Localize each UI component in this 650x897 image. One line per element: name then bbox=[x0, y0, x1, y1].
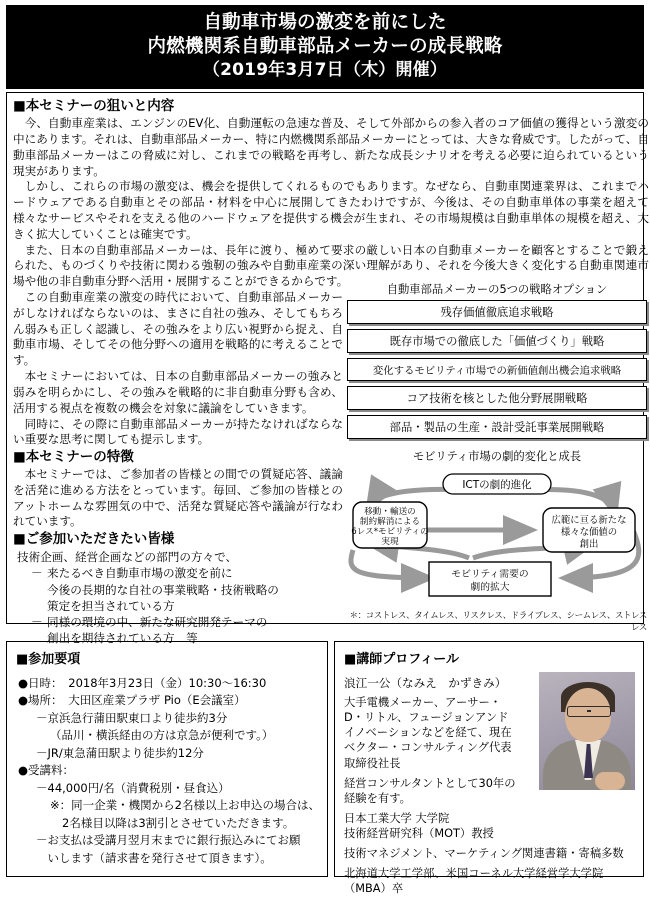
profile-experience-line: 経営コンサルタントとして30年の bbox=[344, 776, 516, 790]
title-line-2: 内燃機関系自動車部品メーカーの成長戦略 bbox=[147, 36, 503, 58]
strategy-option-1: 残存価値徹底追求戦略 bbox=[347, 300, 647, 324]
aim-paragraph-4: この自動車産業の激変の時代において、自動車部品メーカーがしなければならないのは、まさに自社の強み、そしてもちろん弱みも正しく認識し、その強みをより広い視野から捉え、自動車市場、そしてその他分野への適用を戦略的に考えることです。 bbox=[13, 290, 343, 368]
entry-line: ●場所： 大田区産業プラザ Pio（E会議室） bbox=[18, 693, 246, 708]
strategy-option-2: 既存市場での徹底した「価値づくり」戦略 bbox=[347, 329, 647, 353]
aim-paragraph-6: 同時に、その際に自動車部品メーカーが持たなければならない重要な思考に関しても提示します。 bbox=[13, 416, 343, 447]
profile-education-line: 北海道大学工学部、米国コーネル大学経営学大学院 bbox=[344, 867, 604, 881]
audience-item-line: 策定を担当されている方 bbox=[47, 598, 175, 613]
features-heading: ■本セミナーの特徴 bbox=[13, 449, 134, 466]
strategy-option-5: 部品・製品の生産・設計受託事業展開戦略 bbox=[347, 415, 647, 439]
audience-item-line: 同様の環境の中、新たな研究開発テーマの bbox=[47, 615, 268, 629]
page-title bbox=[6, 5, 644, 89]
title-line-1: 自動車市場の激変を前にした bbox=[203, 12, 447, 33]
entry-requirements-panel bbox=[6, 641, 328, 877]
ict-box-label: ICTの劇的進化 bbox=[462, 479, 532, 492]
bottom-panels bbox=[6, 641, 644, 896]
profile-academic-line: 技術経営研究科（MOT）教授 bbox=[344, 827, 494, 840]
options-title: 自動車部品メーカーの5つの戦略オプション bbox=[386, 283, 608, 297]
mobility-diagram-svg bbox=[347, 466, 647, 608]
audience-item-line: 今後の長期的な自社の事業戦略・技術戦略の bbox=[47, 582, 279, 597]
aim-paragraph-2: しかし、これらの市場の激変は、機会を提供してくれるものでもあります。なぜなら、自動車関連業界は、これまでハードウェアである自動車とその部品・材料を中心に展開してきたわけですが、今後は、その自動車単体の事業を超えて様々なサービスやそれを支える他のハードウェアを提供する機会が生まれ、その市場規模は自動車単体の規模を超え、大きく拡大していくことは確実です。 bbox=[13, 179, 649, 241]
profile-career-line: イノベーションなどを経て、現在 bbox=[344, 726, 512, 740]
features-paragraph-1: 本セミナーでは、ご参加者の皆様との間での質疑応答、議論を活発に進める方法をとっています。毎回、ご参加の皆様とのアットホームな雰囲気の中で、活発な質疑応答や議論が行なわれています。 bbox=[13, 467, 343, 529]
left-box-line-4: 実現 bbox=[381, 537, 399, 548]
profile-heading: ■講師プロフィール bbox=[344, 652, 459, 667]
entry-line: （品川・横浜経由の方は京急が便利です。） bbox=[50, 728, 274, 743]
entry-line: 2名様目以降は3割引とさせていただきます。 bbox=[62, 815, 295, 830]
mobility-diagram-title: モビリティ市場の劇的変化と成長 bbox=[412, 450, 582, 464]
entry-heading: ■参加要項 bbox=[16, 652, 81, 667]
profile-career-line: 取締役社長 bbox=[344, 756, 401, 770]
right-box-line-1: 広範に亘る新たな bbox=[551, 515, 627, 527]
mobility-footnote: ＊：コストレス、タイムレス、リスクレス、ドライブレス、シームレス、ストレスレス bbox=[349, 610, 647, 633]
mobility-cycle-diagram bbox=[347, 466, 647, 606]
entry-line: －44,000円/名（消費税別・昼食込） bbox=[36, 780, 230, 795]
entry-line: －お支払は受講月翌月末までに銀行振込みにてお願 bbox=[36, 833, 301, 848]
dash-marker: － bbox=[31, 615, 43, 629]
instructor-name: 浪江一公（なみえ かずきみ） bbox=[344, 676, 507, 690]
aim-paragraph-5: 本セミナーにおいては、日本の自動車部品メーカーの強みと弱みを明らかにし、その強みを戦略的に非自動車分野も含め、活用する視点を複数の機会を対象に議論をしていきます。 bbox=[13, 369, 343, 415]
right-box-line-2: 様々な価値の bbox=[560, 527, 618, 539]
audience-lead: 技術企画、経営企画などの部門の方々で、 bbox=[17, 550, 238, 565]
entry-line: ※：同一企業・機関から2名様以上お申込の場合は、 bbox=[50, 798, 320, 813]
instructor-profile-panel bbox=[334, 641, 644, 896]
audience-item-line: 創出を期待されている方 等 bbox=[47, 631, 198, 646]
profile-text-block bbox=[344, 675, 540, 841]
audience-item-line: 来たるべき自動車市場の激変を前に bbox=[47, 566, 233, 581]
right-box-line-3: 創出 bbox=[579, 539, 599, 551]
entry-line: －京浜急行蒲田駅東口より徒歩約3分 bbox=[36, 710, 228, 725]
dash-marker: － bbox=[31, 566, 43, 581]
photo-hand bbox=[595, 772, 625, 790]
strategy-option-3: 変化するモビリティ市場での新価値創出機会追求戦略 bbox=[347, 358, 647, 381]
profile-experience-line: 経験を有す。 bbox=[344, 791, 411, 805]
strategy-diagram-column bbox=[347, 281, 647, 633]
entry-line: ●日時： 2018年3月23日（金）10:30～16:30 bbox=[18, 676, 267, 690]
strategy-option-4: コア技術を核とした他分野展開戦略 bbox=[347, 386, 647, 410]
aim-heading: ■本セミナーの狙いと内容 bbox=[13, 98, 175, 115]
seminar-flyer bbox=[0, 5, 650, 896]
left-box-line-3: 6レス*モビリティの bbox=[351, 527, 429, 538]
entry-line: ●受講料： bbox=[18, 763, 75, 778]
entry-line: いします（請求書を発行させて頂きます）。 bbox=[36, 850, 272, 865]
entry-line: －JR/東急蒲田駅より徒歩約12分 bbox=[36, 745, 204, 760]
profile-education-line: （MBA）卒 bbox=[344, 882, 404, 896]
profile-publication-line: 技術マネジメント、マーケティング関連書籍・寄稿多数 bbox=[344, 847, 624, 861]
left-box-line-2: 制約解消による bbox=[359, 517, 421, 528]
profile-academic-line: 日本工業大学 大学院 bbox=[344, 811, 450, 825]
glasses-icon bbox=[567, 706, 611, 717]
bottom-box-line-1: モビリティ需要の bbox=[451, 569, 529, 581]
instructor-photo bbox=[539, 672, 635, 790]
bottom-box-line-2: 劇的拡大 bbox=[470, 582, 510, 594]
profile-career-line: D・リトル、フュージョンアンド bbox=[344, 711, 509, 725]
aim-paragraph-3: また、日本の自動車部品メーカーは、長年に渡り、極めて要求の厳しい日本の自動車メーカーを顧客とすることで鍛えられた、ものづくりや技術に関わる強靭の強みや自動車産業の深い理解があり、それを今後大きく変化する自動車関連市場や他の非自動車分野へ活用・展開することができるからです。 bbox=[13, 242, 649, 289]
profile-career-line: ベクター・コンサルティング代表 bbox=[344, 741, 512, 755]
title-line-3: （2019年3月7日（木）開催） bbox=[202, 60, 448, 81]
profile-career-line: 大手電機メーカー、アーサー・ bbox=[344, 696, 502, 709]
left-box-line-1: 移動・輸送の bbox=[364, 507, 416, 518]
audience-heading: ■ご参加いただきたい皆様 bbox=[13, 531, 175, 548]
aim-paragraph-1: 今、自動車産業は、エンジンのEV化、自動運転の急速な普及、そして外部からの参入者のコア価値の獲得という激変の中にあります。それは、自動車部品メーカー、特に内燃機関系部品メーカーにとっては、大きな脅威です。したがって、自動車部品メーカーはこの脅威に対し、これまでの戦略を再考し、新たな成長シナリオを考える必要に迫られているという現実があります。 bbox=[13, 116, 649, 178]
main-content-frame bbox=[6, 92, 649, 646]
